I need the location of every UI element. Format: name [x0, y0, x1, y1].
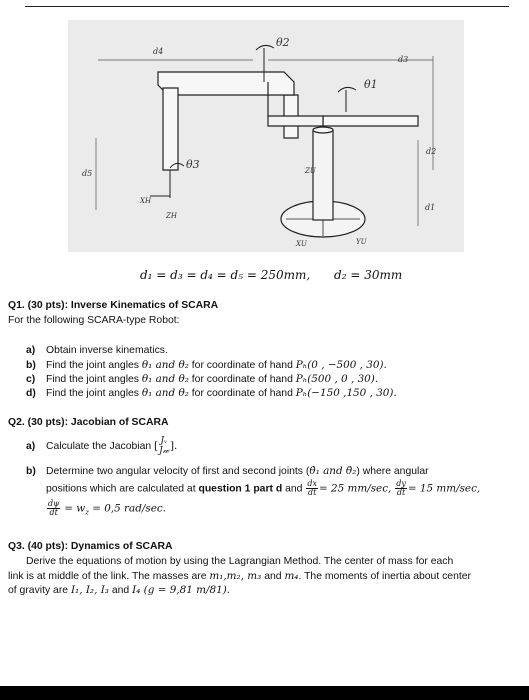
q2-item-b-marker: b)	[26, 466, 36, 477]
robot-arm-links	[150, 72, 418, 198]
q1-item-a	[26, 344, 168, 358]
q2-title: Q2. (30 pts): Jacobian of SCARA	[8, 417, 169, 428]
jacobian-matrix	[159, 436, 169, 456]
q3-line2	[8, 569, 471, 584]
label-d3: d3	[398, 55, 409, 64]
q1-item-b	[26, 358, 387, 373]
q1-item-c-angles: θ₁ and θ₂	[141, 373, 189, 385]
q2-item-a: a) Calculate the Jacobian [ Jᵥ J𝓌 ].	[26, 436, 178, 456]
frac-dy-den: dt	[396, 488, 406, 497]
q3-line2-m4: m₄	[284, 570, 299, 582]
label-d2: d2	[426, 147, 437, 156]
label-d4: d4	[153, 47, 164, 56]
q1-item-c-pre: Find the joint angles	[46, 374, 142, 385]
q2-b-line2-pre: positions which are calculated at	[46, 483, 196, 495]
label-theta2: θ2	[276, 36, 290, 49]
dpsi-sub: z	[85, 508, 89, 517]
frac-dpsi-dt	[47, 500, 60, 517]
q3-line1: Derive the equations of motion by using the Lagrangian Method. The center of mass for each	[26, 556, 454, 567]
formula-d2: d₂ = 30mm	[334, 268, 403, 282]
q3-line2-masses: m₁,m₂, m₃	[209, 570, 262, 582]
label-xh: XH	[140, 197, 152, 205]
q1-item-d-angles: θ₁ and θ₂	[141, 387, 189, 399]
q1-item-c	[26, 372, 378, 387]
q1-item-b-pre: Find the joint angles	[46, 360, 142, 371]
label-d5: d5	[82, 169, 93, 178]
dimension-formula	[140, 268, 402, 282]
q2-item-a-marker: a)	[26, 440, 36, 452]
q1-item-b-mid: for coordinate of hand	[188, 360, 296, 371]
jacobian-top: Jᵥ	[160, 436, 168, 446]
q1-item-d-marker: d)	[26, 388, 36, 399]
dpsi-rest: = 0,5 rad/sec.	[88, 502, 166, 515]
label-zh: ZH	[166, 212, 177, 220]
q2-item-b-line3	[46, 500, 166, 519]
formula-dims: d₁ = d₃ = d₄ = d₅ = 250mm,	[140, 268, 311, 282]
q1-item-c-coord: Pₕ(500 , 0 , 30).	[295, 373, 379, 385]
q1-item-d-pre: Find the joint angles	[46, 388, 142, 399]
q2-b-line1-math: θ̇₁ and θ̇₂	[309, 465, 357, 477]
label-d1: d1	[425, 203, 436, 212]
q3-line3	[8, 583, 230, 598]
label-zu: ZU	[305, 167, 316, 175]
q3-line2-mid: and	[261, 571, 285, 582]
q3-line3-mid: and	[108, 585, 133, 596]
frac-dy-num: dy	[396, 479, 406, 488]
q1-item-b-angles: θ₁ and θ₂	[141, 359, 189, 371]
label-theta1: θ1	[364, 78, 378, 91]
q2-b-line1-pre: Determine two angular velocity of first and second joints (	[46, 466, 310, 477]
q3-line2-pre: link is at middle of the link. The masses are	[8, 571, 210, 582]
scara-robot-figure	[68, 20, 464, 252]
q1-item-a-marker: a)	[26, 345, 36, 356]
label-yu: YU	[356, 238, 367, 246]
bottom-bar	[0, 686, 529, 700]
q1-item-b-marker: b)	[26, 360, 36, 371]
q3-line3-pre: of gravity are	[8, 585, 71, 596]
q1-item-d	[26, 386, 397, 401]
q2-item-b-line1	[26, 464, 429, 479]
scara-robot-drawing	[68, 20, 464, 252]
frac-dy-dt	[395, 480, 407, 497]
frac-dx-den: dt	[307, 488, 317, 497]
q2-b-line1-post: ) where angular	[356, 466, 429, 477]
q2-b-line2-and: and	[285, 483, 303, 495]
label-theta3: θ3	[186, 158, 200, 171]
frac-dx-num: dx	[307, 479, 317, 488]
q3-line3-inertias: I₁, I₂, I₃	[70, 584, 109, 596]
q2-item-b-line2	[46, 480, 480, 497]
q1-item-c-marker: c)	[26, 374, 36, 385]
frac-dx-dt	[306, 480, 318, 497]
label-xu: XU	[296, 240, 307, 248]
top-rule	[25, 6, 509, 7]
q1-title: Q1. (30 pts): Inverse Kinematics of SCARA	[8, 300, 219, 311]
q1-item-d-coord: Pₕ(−150 ,150 , 30).	[295, 387, 397, 399]
q1-item-a-text: Obtain inverse kinematics.	[46, 345, 168, 356]
dpsi-value: = w	[64, 502, 86, 515]
q1-item-c-mid: for coordinate of hand	[188, 374, 296, 385]
q1-item-d-mid: for coordinate of hand	[188, 388, 296, 399]
q2-item-a-text: Calculate the Jacobian	[46, 440, 152, 452]
dy-value: = 15 mm/sec,	[407, 482, 481, 495]
q2-b-line2-bold: question 1 part d	[198, 483, 283, 495]
q3-line3-i4: I₄ (g = 9,81 m/81).	[132, 584, 231, 596]
q1-item-b-coord: Pₕ(0 , −500 , 30).	[295, 359, 387, 371]
q1-intro: For the following SCARA-type Robot:	[8, 315, 180, 326]
q3-line2-post: . The moments of inertia about center	[298, 571, 471, 582]
dx-value: = 25 mm/sec,	[318, 482, 392, 495]
frac-dpsi-den: dt	[49, 508, 58, 517]
jacobian-bottom: J𝓌	[159, 446, 169, 456]
robot-base	[281, 127, 365, 237]
frac-dpsi-num: dψ	[48, 499, 60, 508]
q3-title: Q3. (40 pts): Dynamics of SCARA	[8, 541, 173, 552]
